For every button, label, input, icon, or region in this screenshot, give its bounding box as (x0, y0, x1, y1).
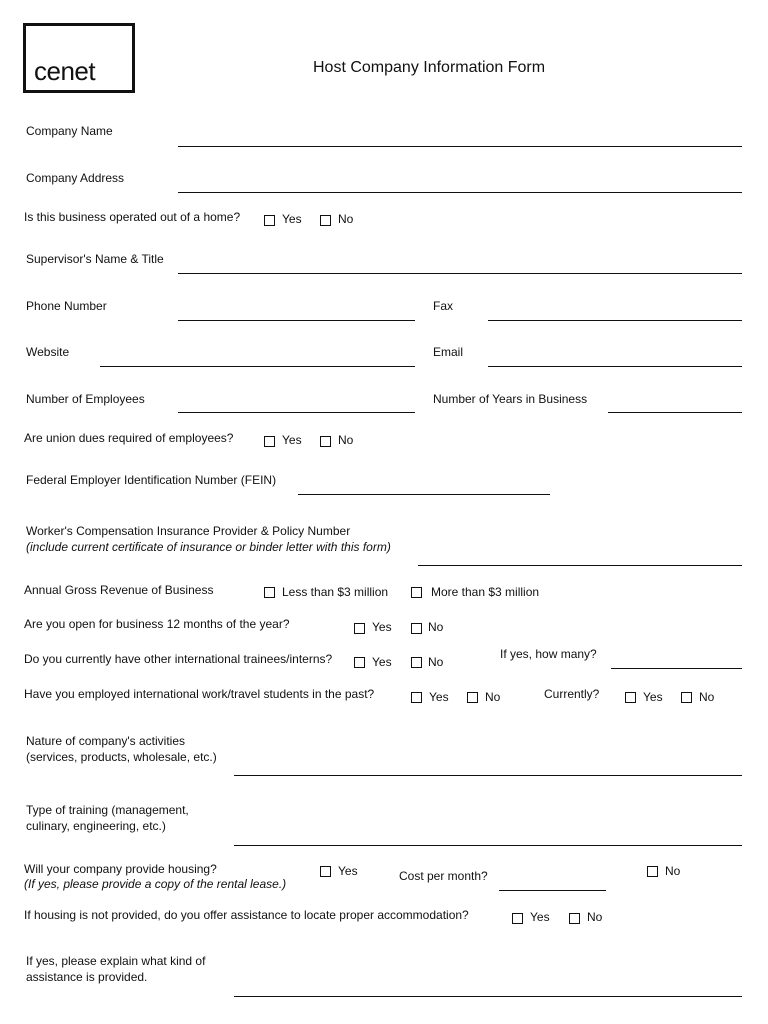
revenue-less-checkbox[interactable] (264, 587, 275, 598)
phone-field[interactable] (178, 320, 415, 321)
open-yes-label: Yes (372, 620, 392, 634)
revenue-more-label: More than $3 million (431, 585, 540, 599)
housing-label: Will your company provide housing? (24, 862, 217, 876)
how-many-label: If yes, how many? (500, 647, 597, 661)
phone-label: Phone Number (26, 299, 107, 313)
assist-no-label: No (587, 910, 603, 924)
currently-yes-label: Yes (643, 690, 663, 704)
open-no-checkbox[interactable] (411, 623, 422, 634)
fein-label: Federal Employer Identification Number (FEIN) (26, 473, 277, 487)
union-question-label: Are union dues required of employees? (24, 431, 234, 445)
form-title: Host Company Information Form (313, 59, 546, 76)
revenue-label: Annual Gross Revenue of Business (24, 583, 214, 597)
home-no-label: No (338, 212, 354, 226)
assist-no-checkbox[interactable] (569, 913, 580, 924)
nature-label-1: Nature of company's activities (26, 734, 186, 748)
workers-comp-field[interactable] (418, 565, 742, 566)
currently-no-label: No (699, 690, 715, 704)
company-name-label: Company Name (26, 124, 113, 138)
logo-text: cenet (34, 56, 96, 86)
employed-students-label: Have you employed international work/travel students in the past? (24, 687, 375, 701)
supervisor-field[interactable] (178, 273, 742, 274)
open-yes-checkbox[interactable] (354, 623, 365, 634)
assist-yes-label: Yes (530, 910, 550, 924)
training-field[interactable] (234, 845, 742, 846)
housing-yes-label: Yes (338, 864, 358, 878)
currently-yes-checkbox[interactable] (625, 692, 636, 703)
open-12-label: Are you open for business 12 months of the year? (24, 617, 290, 631)
housing-no-label: No (665, 864, 681, 878)
union-yes-checkbox[interactable] (264, 436, 275, 447)
training-label-1: Type of training (management, (26, 803, 189, 817)
nature-label-2: (services, products, wholesale, etc.) (26, 750, 217, 764)
years-field[interactable] (608, 412, 742, 413)
cenet-logo (23, 23, 135, 93)
home-question-label: Is this business operated out of a home? (24, 210, 241, 224)
revenue-less-label: Less than $3 million (282, 585, 389, 599)
how-many-field[interactable] (611, 668, 742, 669)
revenue-more-checkbox[interactable] (411, 587, 422, 598)
fax-field[interactable] (488, 320, 742, 321)
cost-label: Cost per month? (399, 869, 488, 883)
trainees-yes-checkbox[interactable] (354, 657, 365, 668)
assist-label: If housing is not provided, do you offer assistance to locate proper accommodation? (24, 908, 469, 922)
currently-no-checkbox[interactable] (681, 692, 692, 703)
union-no-label: No (338, 433, 354, 447)
explain-field[interactable] (234, 996, 742, 997)
trainees-no-label: No (428, 655, 444, 669)
company-address-field[interactable] (178, 192, 742, 193)
fein-field[interactable] (298, 494, 550, 495)
employees-label: Number of Employees (26, 392, 145, 406)
home-yes-label: Yes (282, 212, 302, 226)
employees-field[interactable] (178, 412, 415, 413)
supervisor-label: Supervisor's Name & Title (26, 252, 164, 266)
fax-label: Fax (433, 299, 454, 313)
home-no-checkbox[interactable] (320, 215, 331, 226)
years-label: Number of Years in Business (433, 392, 588, 406)
cost-field[interactable] (499, 890, 606, 891)
workers-comp-note: (include current certificate of insurance or binder letter with this form) (26, 540, 391, 554)
assist-yes-checkbox[interactable] (512, 913, 523, 924)
training-label-2: culinary, engineering, etc.) (26, 819, 166, 833)
trainees-yes-label: Yes (372, 655, 392, 669)
company-address-label: Company Address (26, 171, 125, 185)
workers-comp-label: Worker's Compensation Insurance Provider & Policy Number (26, 524, 351, 538)
nature-field[interactable] (234, 775, 742, 776)
employed-no-checkbox[interactable] (467, 692, 478, 703)
website-field[interactable] (100, 366, 415, 367)
email-label: Email (433, 345, 464, 359)
union-no-checkbox[interactable] (320, 436, 331, 447)
housing-no-checkbox[interactable] (647, 866, 658, 877)
explain-label-1: If yes, please explain what kind of (26, 954, 206, 968)
union-yes-label: Yes (282, 433, 302, 447)
trainees-no-checkbox[interactable] (411, 657, 422, 668)
explain-label-2: assistance is provided. (26, 970, 148, 984)
email-field[interactable] (488, 366, 742, 367)
currently-label: Currently? (544, 687, 600, 701)
trainees-label: Do you currently have other international trainees/interns? (24, 652, 333, 666)
housing-note: (If yes, please provide a copy of the rental lease.) (24, 877, 287, 891)
employed-no-label: No (485, 690, 501, 704)
home-yes-checkbox[interactable] (264, 215, 275, 226)
housing-yes-checkbox[interactable] (320, 866, 331, 877)
company-name-field[interactable] (178, 146, 742, 147)
employed-yes-label: Yes (429, 690, 449, 704)
employed-yes-checkbox[interactable] (411, 692, 422, 703)
open-no-label: No (428, 620, 444, 634)
website-label: Website (26, 345, 70, 359)
